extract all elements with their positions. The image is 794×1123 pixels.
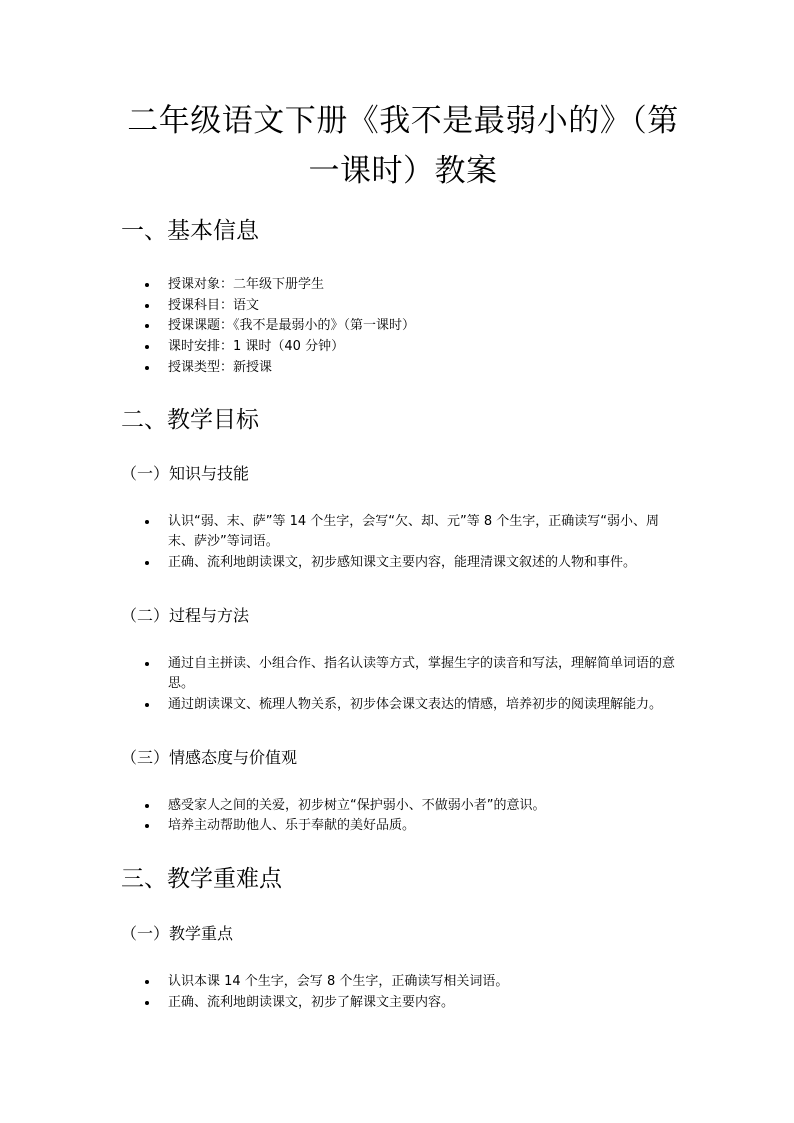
bullet-icon	[145, 804, 149, 808]
list-item: 课时安排：1 课时（40 分钟）	[121, 337, 685, 358]
list-item: 认识本课 14 个生字，会写 8 个生字，正确读写相关词语。	[121, 972, 685, 993]
list-item: 授课对象：二年级下册学生	[121, 275, 685, 296]
list-item: 授课课题：《我不是最弱小的》（第一课时）	[121, 316, 685, 337]
list-item: 正确、流利地朗读课文，初步感知课文主要内容，能理清课文叙述的人物和事件。	[121, 553, 685, 574]
bullet-icon	[145, 1001, 149, 1005]
list-item: 授课类型：新授课	[121, 358, 685, 379]
knowledge-skills-list	[121, 512, 685, 574]
subsection-heading-emotion-values: （三）情感态度与价值观	[121, 747, 298, 767]
list-item: 正确、流利地朗读课文，初步了解课文主要内容。	[121, 993, 685, 1014]
bullet-icon	[145, 561, 149, 565]
list-item: 培养主动帮助他人、乐于奉献的美好品质。	[121, 816, 685, 837]
bullet-icon	[145, 304, 149, 308]
subsection-heading-teaching-focus: （一）教学重点	[121, 924, 234, 944]
bullet-icon	[145, 283, 149, 287]
bullet-icon	[145, 345, 149, 349]
bullet-icon	[145, 703, 149, 707]
teaching-focus-list	[121, 972, 685, 1013]
list-item: 通过朗读课文、梳理人物关系，初步体会课文表达的情感，培养初步的阅读理解能力。	[121, 695, 685, 716]
bullet-icon	[145, 662, 149, 666]
list-item: 通过自主拼读、小组合作、指名认读等方式，掌握生字的读音和写法，理解简单词语的意思。	[121, 654, 685, 695]
subsection-heading-process-methods: （二）过程与方法	[121, 605, 250, 625]
emotion-values-list	[121, 796, 685, 837]
bullet-icon	[145, 980, 149, 984]
basic-info-list	[121, 275, 685, 379]
document-title: 二年级语文下册《我不是最弱小的》（第一课时）教案	[127, 103, 679, 189]
list-item: 感受家人之间的关爱，初步树立“保护弱小、不做弱小者”的意识。	[121, 796, 685, 817]
subsection-heading-knowledge-skills: （一）知识与技能	[121, 463, 250, 483]
document-page	[121, 96, 685, 1014]
section-heading-basic-info: 一、基本信息	[121, 218, 259, 244]
list-item: 授课科目：语文	[121, 296, 685, 317]
bullet-icon	[145, 520, 149, 524]
bullet-icon	[145, 824, 149, 828]
section-heading-teaching-goals: 二、教学目标	[121, 406, 259, 433]
bullet-icon	[145, 366, 149, 370]
section-heading-key-difficulties: 三、教学重难点	[121, 866, 282, 893]
list-item: 认识“弱、末、萨”等 14 个生字，会写“欠、却、元”等 8 个生字，正确读写“弱小、周末、萨沙”等词语。	[121, 512, 685, 553]
process-methods-list	[121, 654, 685, 716]
bullet-icon	[145, 324, 149, 328]
